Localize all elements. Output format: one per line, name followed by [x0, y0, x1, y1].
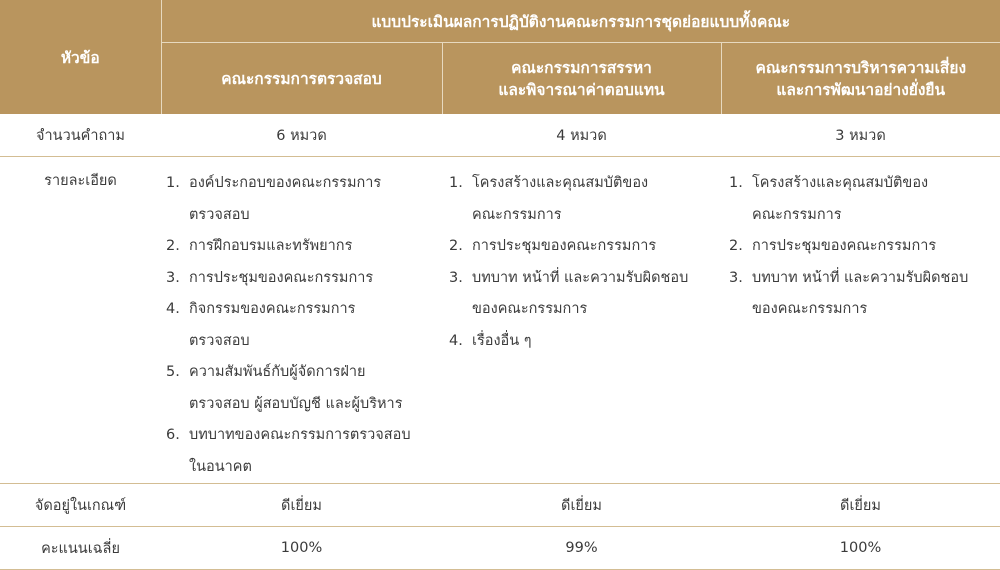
- committee-header-line1: คณะกรรมการสรรหา: [443, 57, 721, 79]
- detail-item-text: บทบาท หน้าที่ และความรับผิดชอบ: [752, 263, 1000, 295]
- committee-header-risk: [721, 43, 1000, 115]
- detail-item-number: 1.: [449, 168, 463, 200]
- detail-item-text: กิจกรรมของคณะกรรมการ: [189, 294, 442, 326]
- questions-value-audit: 6 หมวด: [161, 114, 442, 157]
- detail-item-text: โครงสร้างและคุณสมบัติของ: [472, 168, 721, 200]
- criteria-value-audit: ดีเยี่ยม: [161, 484, 442, 527]
- detail-item-text: การประชุมของคณะกรรมการ: [472, 231, 721, 263]
- detail-item-text: บทบาทของคณะกรรมการตรวจสอบ: [189, 420, 442, 452]
- detail-item-number: 1.: [729, 168, 743, 200]
- details-list: [729, 168, 1000, 326]
- detail-item: [449, 231, 721, 263]
- detail-item-text: ตรวจสอบ ผู้สอบบัญชี และผู้บริหาร: [189, 389, 442, 421]
- detail-item-text: การฝึกอบรมและทรัพยากร: [189, 231, 442, 263]
- detail-item-number: 2.: [166, 231, 180, 263]
- detail-item-text: ตรวจสอบ: [189, 200, 442, 232]
- detail-item: [166, 294, 442, 357]
- detail-item-text: เรื่องอื่น ๆ: [472, 326, 721, 358]
- questions-value-risk: 3 หมวด: [721, 114, 1000, 157]
- detail-item-text: การประชุมของคณะกรรมการ: [189, 263, 442, 295]
- questions-row: [0, 114, 1000, 157]
- detail-item-number: 4.: [449, 326, 463, 358]
- score-value-audit: 100%: [161, 527, 442, 570]
- criteria-label: จัดอยู่ในเกณฑ์: [0, 484, 161, 527]
- detail-item: [449, 263, 721, 326]
- questions-label: จำนวนคำถาม: [0, 114, 161, 157]
- details-risk: [721, 157, 1000, 484]
- detail-item-text: คณะกรรมการ: [472, 200, 721, 232]
- score-value-nomination: 99%: [442, 527, 721, 570]
- details-audit: [161, 157, 442, 484]
- topic-header: หัวข้อ: [0, 0, 161, 114]
- details-list: [166, 168, 442, 483]
- detail-item-text: บทบาท หน้าที่ และความรับผิดชอบ: [472, 263, 721, 295]
- details-label: รายละเอียด: [0, 157, 161, 484]
- detail-item-text: ตรวจสอบ: [189, 326, 442, 358]
- detail-item-number: 1.: [166, 168, 180, 200]
- detail-item-text: ความสัมพันธ์กับผู้จัดการฝ่าย: [189, 357, 442, 389]
- detail-item-number: 3.: [729, 263, 743, 295]
- criteria-row: [0, 484, 1000, 527]
- score-row: [0, 527, 1000, 570]
- committee-header-audit: [161, 43, 442, 115]
- detail-item-number: 2.: [729, 231, 743, 263]
- committee-header-line1: คณะกรรมการตรวจสอบ: [162, 68, 442, 90]
- criteria-value-nomination: ดีเยี่ยม: [442, 484, 721, 527]
- detail-item: [729, 263, 1000, 326]
- detail-item: [166, 420, 442, 483]
- detail-item-text: ของคณะกรรมการ: [472, 294, 721, 326]
- detail-item-number: 4.: [166, 294, 180, 326]
- detail-item-text: องค์ประกอบของคณะกรรมการ: [189, 168, 442, 200]
- assessment-title-header: แบบประเมินผลการปฏิบัติงานคณะกรรมการชุดย่อยแบบทั้งคณะ: [161, 0, 1000, 43]
- committee-header-line2: และพิจารณาค่าตอบแทน: [443, 79, 721, 101]
- committee-header-line1: คณะกรรมการบริหารความเสี่ยง: [722, 57, 1000, 79]
- score-label: คะแนนเฉลี่ย: [0, 527, 161, 570]
- score-value-risk: 100%: [721, 527, 1000, 570]
- detail-item: [449, 326, 721, 358]
- details-nomination: [442, 157, 721, 484]
- questions-value-nomination: 4 หมวด: [442, 114, 721, 157]
- detail-item-number: 2.: [449, 231, 463, 263]
- details-row: [0, 157, 1000, 484]
- detail-item: [166, 231, 442, 263]
- detail-item-number: 3.: [449, 263, 463, 295]
- detail-item: [166, 168, 442, 231]
- detail-item-text: โครงสร้างและคุณสมบัติของ: [752, 168, 1000, 200]
- detail-item: [449, 168, 721, 231]
- detail-item: [729, 231, 1000, 263]
- detail-item: [166, 263, 442, 295]
- detail-item-text: ในอนาคต: [189, 452, 442, 484]
- committee-header-line2: และการพัฒนาอย่างยั่งยืน: [722, 79, 1000, 101]
- committee-header-nomination: [442, 43, 721, 115]
- criteria-value-risk: ดีเยี่ยม: [721, 484, 1000, 527]
- detail-item: [166, 357, 442, 420]
- detail-item-text: คณะกรรมการ: [752, 200, 1000, 232]
- details-list: [449, 168, 721, 357]
- detail-item-number: 5.: [166, 357, 180, 389]
- detail-item-number: 3.: [166, 263, 180, 295]
- detail-item-text: การประชุมของคณะกรรมการ: [752, 231, 1000, 263]
- detail-item: [729, 168, 1000, 231]
- detail-item-number: 6.: [166, 420, 180, 452]
- detail-item-text: ของคณะกรรมการ: [752, 294, 1000, 326]
